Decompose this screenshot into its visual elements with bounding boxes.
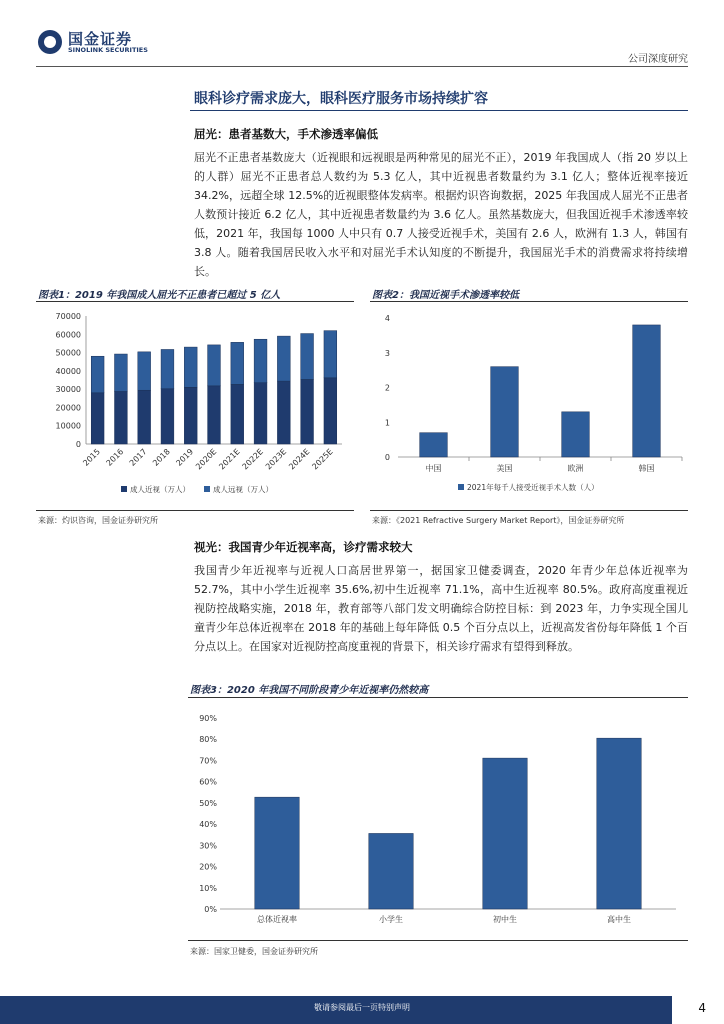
bar-myopia-2023E	[277, 381, 290, 444]
bar-hyperopia-2022E	[254, 339, 267, 383]
legend-label-myopia: 成人近视（万人）	[130, 485, 190, 494]
y-tick-label: 10%	[199, 883, 217, 893]
figure1-chart	[36, 306, 354, 504]
legend-label: 2021年每千人接受近视手术人数（人）	[467, 483, 599, 492]
bar-hyperopia-2019	[184, 347, 197, 387]
y-tick-label: 80%	[199, 735, 217, 745]
y-tick-label: 1	[384, 418, 390, 428]
figure2-chart	[370, 306, 688, 504]
y-tick-label: 2	[384, 383, 390, 393]
y-tick-label: 0	[384, 453, 390, 462]
bar-hyperopia-2015	[91, 356, 104, 393]
x-tick-label: 2024E	[287, 447, 312, 472]
y-tick-label: 4	[384, 314, 390, 323]
refraction-paragraph: 屈光不正患者基数庞大（近视眼和远视眼是两种常见的屈光不正），2019 年我国成人（指 20 岁以上的人群）屈光不正患者总人数约为 5.3 亿人，其中近视患者数量约为 3.1 亿人；整体近视率接近 34.2%，远超全球 12.5%的近视眼整体发病率。根据灼识咨询数据，2025 年我国成人屈光不正患者人数预计接近 6.2 亿人，其中近视患者数量约为 3.6 亿人。虽然基数庞大，但我国近视手术渗透率较低，2021 年，我国每 1000 人中只有 0.7 人接受近视手术，美国有 2.6 人，欧洲有 1.3 人，韩国有 3.8 人。随着我国居民收入水平和对屈光手术认知度的不断提升，我国屈光手术的消费需求将持续增长。	[194, 151, 688, 278]
figure3-title-rule	[188, 697, 688, 698]
figure3-source: 来源：国家卫健委，国金证券研究所	[190, 947, 318, 956]
figure2-title: 图表2：我国近视手术渗透率较低	[372, 290, 519, 301]
bar-初中生	[483, 758, 527, 909]
y-tick-label: 40%	[199, 820, 217, 830]
y-tick-label: 30%	[199, 841, 217, 851]
bar-myopia-2016	[115, 392, 128, 444]
figure1-title: 图表1：2019 年我国成人屈光不正患者已超过 5 亿人	[38, 290, 281, 301]
document-type: 公司深度研究	[628, 54, 688, 65]
x-tick-label: 2022E	[240, 447, 265, 472]
bar-hyperopia-2025E	[324, 331, 337, 378]
y-tick-label: 20000	[55, 403, 81, 413]
y-tick-label: 0%	[204, 905, 217, 914]
vision-heading: 视光：我国青少年近视率高，诊疗需求较大	[194, 540, 413, 554]
bar-myopia-2015	[91, 393, 104, 444]
bar-hyperopia-2021E	[231, 342, 244, 384]
y-tick-label: 70%	[199, 756, 217, 766]
bar-中国	[420, 433, 448, 457]
y-tick-label: 0	[75, 440, 81, 449]
x-tick-label: 2015	[81, 447, 103, 468]
y-tick-label: 50000	[55, 348, 81, 358]
x-tick-label: 2019	[174, 447, 196, 468]
bar-hyperopia-2018	[161, 349, 174, 388]
bar-hyperopia-2017	[138, 352, 151, 390]
legend-swatch-hyperopia	[204, 486, 210, 492]
company-logo	[38, 28, 158, 56]
y-tick-label: 30000	[55, 385, 81, 395]
figure2-title-rule	[370, 301, 688, 302]
x-tick-label: 美国	[496, 464, 513, 473]
bar-美国	[491, 367, 519, 457]
x-tick-label: 2016	[104, 447, 126, 468]
y-tick-label: 70000	[55, 312, 81, 321]
legend-swatch	[458, 484, 464, 490]
x-tick-label: 2018	[151, 447, 172, 468]
legend-label-hyperopia: 成人远视（万人）	[213, 485, 273, 494]
x-tick-label: 2021E	[217, 447, 242, 472]
x-tick-label: 2025E	[310, 447, 335, 472]
logo-name-en: SINOLINK SECURITIES	[68, 46, 148, 54]
bar-myopia-2022E	[254, 383, 267, 444]
x-tick-label: 小学生	[379, 915, 403, 924]
x-tick-label: 2023E	[263, 447, 289, 472]
bar-hyperopia-2016	[115, 354, 128, 391]
x-tick-label: 初中生	[493, 915, 517, 924]
figure1-source-rule	[36, 510, 354, 511]
bar-myopia-2020E	[208, 386, 221, 444]
bar-myopia-2024E	[301, 379, 314, 444]
figure2-source-rule	[370, 510, 688, 511]
y-tick-label: 3	[384, 348, 390, 358]
x-tick-label: 2020E	[194, 447, 219, 472]
logo-name-cn: 国金证券	[68, 30, 133, 48]
bar-myopia-2018	[161, 389, 174, 444]
bar-myopia-2025E	[324, 378, 337, 444]
header-divider	[36, 66, 688, 67]
x-tick-label: 中国	[425, 464, 442, 473]
legend-swatch-myopia	[121, 486, 127, 492]
x-tick-label: 韩国	[638, 464, 655, 473]
y-tick-label: 90%	[199, 714, 217, 723]
x-tick-label: 2017	[127, 447, 149, 468]
bar-myopia-2019	[184, 387, 197, 444]
y-tick-label: 60%	[199, 777, 217, 787]
bar-高中生	[597, 738, 641, 909]
section-divider	[190, 110, 688, 111]
y-tick-label: 10000	[55, 421, 81, 431]
figure2-source: 来源：《2021 Refractive Surgery Market Report》，国金证券研究所	[372, 516, 625, 525]
y-tick-label: 60000	[55, 330, 81, 340]
y-tick-label: 40000	[55, 366, 81, 376]
bar-hyperopia-2020E	[208, 345, 221, 386]
bar-韩国	[633, 325, 661, 457]
figure1-title-rule	[36, 301, 354, 302]
y-tick-label: 20%	[199, 862, 217, 872]
figure3-title: 图表3：2020 年我国不同阶段青少年近视率仍然较高	[190, 685, 429, 696]
bar-欧洲	[562, 412, 590, 457]
bar-myopia-2021E	[231, 384, 244, 444]
y-tick-label: 50%	[199, 798, 217, 808]
bar-myopia-2017	[138, 390, 151, 444]
logo-mark-icon	[38, 30, 62, 54]
refraction-heading: 屈光：患者基数大，手术渗透率偏低	[194, 127, 378, 141]
bar-总体近视率	[255, 797, 299, 909]
footer-disclaimer: 敬请参阅最后一页特别声明	[314, 1003, 410, 1012]
figure1-source: 来源：灼识咨询，国金证券研究所	[38, 516, 158, 525]
x-tick-label: 高中生	[607, 915, 631, 924]
x-tick-label: 欧洲	[567, 464, 584, 473]
page-number: 4	[698, 1001, 706, 1015]
vision-paragraph: 我国青少年近视率与近视人口高居世界第一，据国家卫健委调查，2020 年青少年总体近视率为 52.7%，其中小学生近视率 35.6%,初中生近视率 71.1%，高中生近视率 80.5%。政府高度重视近视防控战略实施，2018 年，教育部等八部门发文明确综合防控目标：到 2023 年，力争实现全国儿童青少年总体近视率在 2018 年的基础上每年降低 0.5 个百分点以上，近视高发省份每年降低 1 个百分点以上。在国家对近视防控高度重视的背景下，相关诊疗需求有望得到释放。	[194, 564, 688, 653]
section-title: 眼科诊疗需求庞大，眼科医疗服务市场持续扩容	[194, 91, 488, 107]
bar-hyperopia-2024E	[301, 334, 314, 380]
x-tick-label: 总体近视率	[257, 915, 297, 924]
figure3-chart	[188, 704, 688, 936]
bar-小学生	[369, 833, 413, 909]
bar-hyperopia-2023E	[277, 336, 290, 381]
figure3-source-rule	[188, 940, 688, 941]
